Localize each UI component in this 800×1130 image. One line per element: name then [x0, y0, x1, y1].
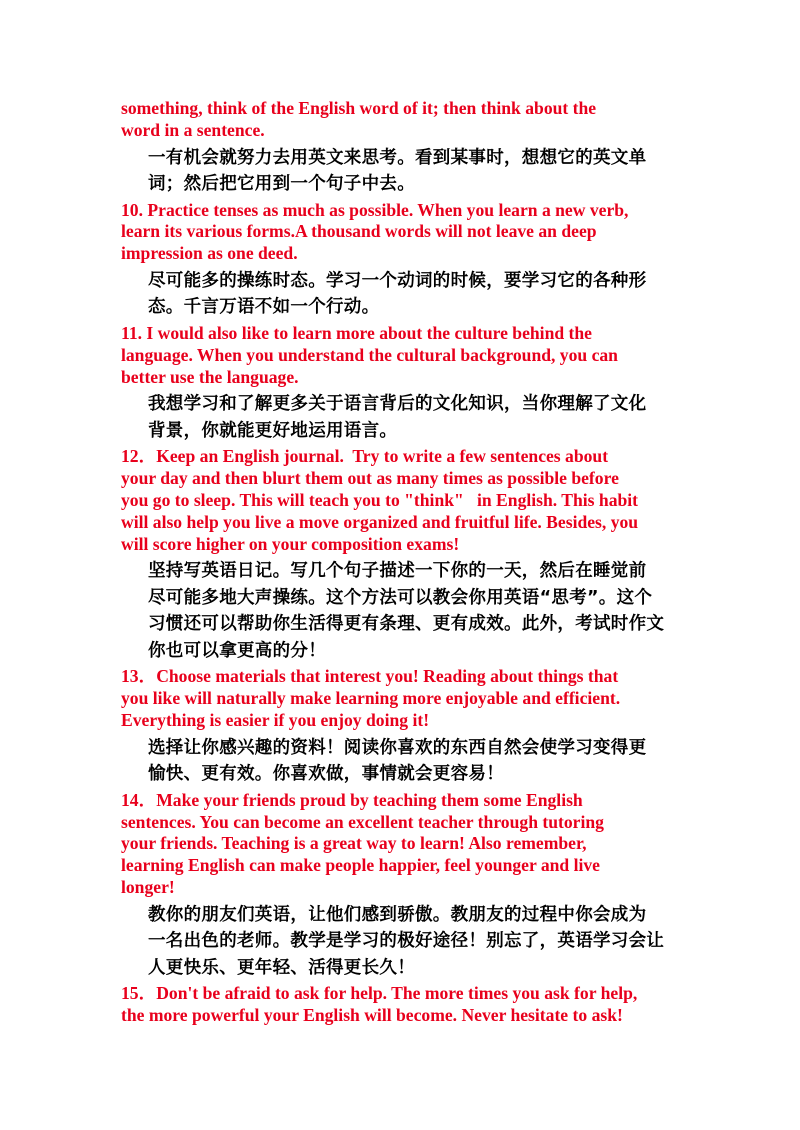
text-line: something, think of the English word of it; then think about the: [121, 98, 597, 118]
text-line: 11. I would also like to learn more about the culture behind the: [121, 322, 592, 343]
chinese-translation: [121, 268, 677, 321]
text-line: the more powerful your English will become. Never hesitate to ask!: [121, 1005, 623, 1026]
text-line: Everything is easier if you enjoy doing it!: [121, 709, 430, 730]
text-line: 12．Keep an English journal. Try to write a few sentences about: [121, 446, 609, 467]
text-line: word in a sentence.: [121, 119, 265, 140]
text-line: 尽可能多地大声操练。这个方法可以教会你用英语“思考”。这个: [148, 587, 653, 608]
english-paragraph: [121, 790, 677, 899]
text-line: 词；然后把它用到一个句子中去。: [148, 174, 415, 195]
english-paragraph: [121, 200, 677, 265]
english-paragraph: [121, 666, 677, 731]
english-paragraph: [121, 446, 677, 555]
text-line: you go to sleep. This will teach you to "think" in English. This habit: [121, 489, 639, 510]
text-line: 一有机会就努力去用英文来思考。看到某事时，想想它的英文单: [148, 147, 647, 168]
text-line: impression as one deed.: [121, 243, 298, 264]
text-line: learning English can make people happier, feel younger and live: [121, 855, 600, 876]
text-line: 愉快、更有效。你喜欢做，事情就会更容易！: [148, 764, 504, 785]
text-line: 10. Practice tenses as much as possible. When you learn a new verb,: [121, 199, 629, 220]
text-line: you like will naturally make learning more enjoyable and efficient.: [121, 688, 621, 709]
english-paragraph: [121, 323, 677, 388]
text-line: 一名出色的老师。教学是学习的极好途径！别忘了，英语学习会让: [148, 931, 665, 952]
text-line: 坚持写英语日记。写几个句子描述一下你的一天，然后在睡觉前: [148, 561, 647, 582]
chinese-translation: [121, 902, 677, 982]
text-line: 教你的朋友们英语，让他们感到骄傲。教朋友的过程中你会成为: [148, 904, 647, 925]
text-line: language. When you understand the cultural background, you can: [121, 344, 618, 365]
text-line: 14．Make your friends proud by teaching them some English: [121, 789, 583, 810]
chinese-translation: [121, 145, 677, 198]
text-line: learn its various forms.A thousand words will not leave an deep: [121, 221, 597, 242]
text-line: your day and then blurt them out as many times as possible before: [121, 468, 619, 489]
text-line: will also help you live a move organized and fruitful life. Besides, you: [121, 511, 639, 532]
english-paragraph: [121, 98, 677, 142]
text-line: 选择让你感兴趣的资料！阅读你喜欢的东西自然会使学习变得更: [148, 737, 647, 758]
text-line: longer!: [121, 876, 175, 897]
chinese-translation: [121, 735, 677, 788]
text-line: 我想学习和了解更多关于语言背后的文化知识，当你理解了文化: [148, 394, 647, 415]
english-paragraph: [121, 983, 677, 1027]
text-line: 背景，你就能更好地运用语言。: [148, 420, 398, 441]
text-line: 尽可能多的操练时态。学习一个动词的时候，要学习它的各种形: [148, 270, 647, 291]
text-line: 习惯还可以帮助你生活得更有条理、更有成效。此外，考试时作文: [148, 614, 665, 635]
text-line: sentences. You can become an excellent teacher through tutoring: [121, 811, 604, 832]
text-line: 你也可以拿更高的分！: [148, 640, 326, 661]
chinese-translation: [121, 391, 677, 444]
text-line: better use the language.: [121, 366, 299, 387]
chinese-translation: [121, 558, 677, 664]
text-line: 15．Don't be afraid to ask for help. The more times you ask for help,: [121, 983, 638, 1004]
document-page: [121, 98, 677, 1030]
text-line: will score higher on your composition exams!: [121, 533, 460, 554]
text-line: your friends. Teaching is a great way to learn! Also remember,: [121, 833, 587, 854]
text-line: 人更快乐、更年轻、活得更长久！: [148, 957, 415, 978]
text-line: 态。千言万语不如一个行动。: [148, 297, 380, 318]
text-line: 13．Choose materials that interest you! Reading about things that: [121, 666, 619, 687]
